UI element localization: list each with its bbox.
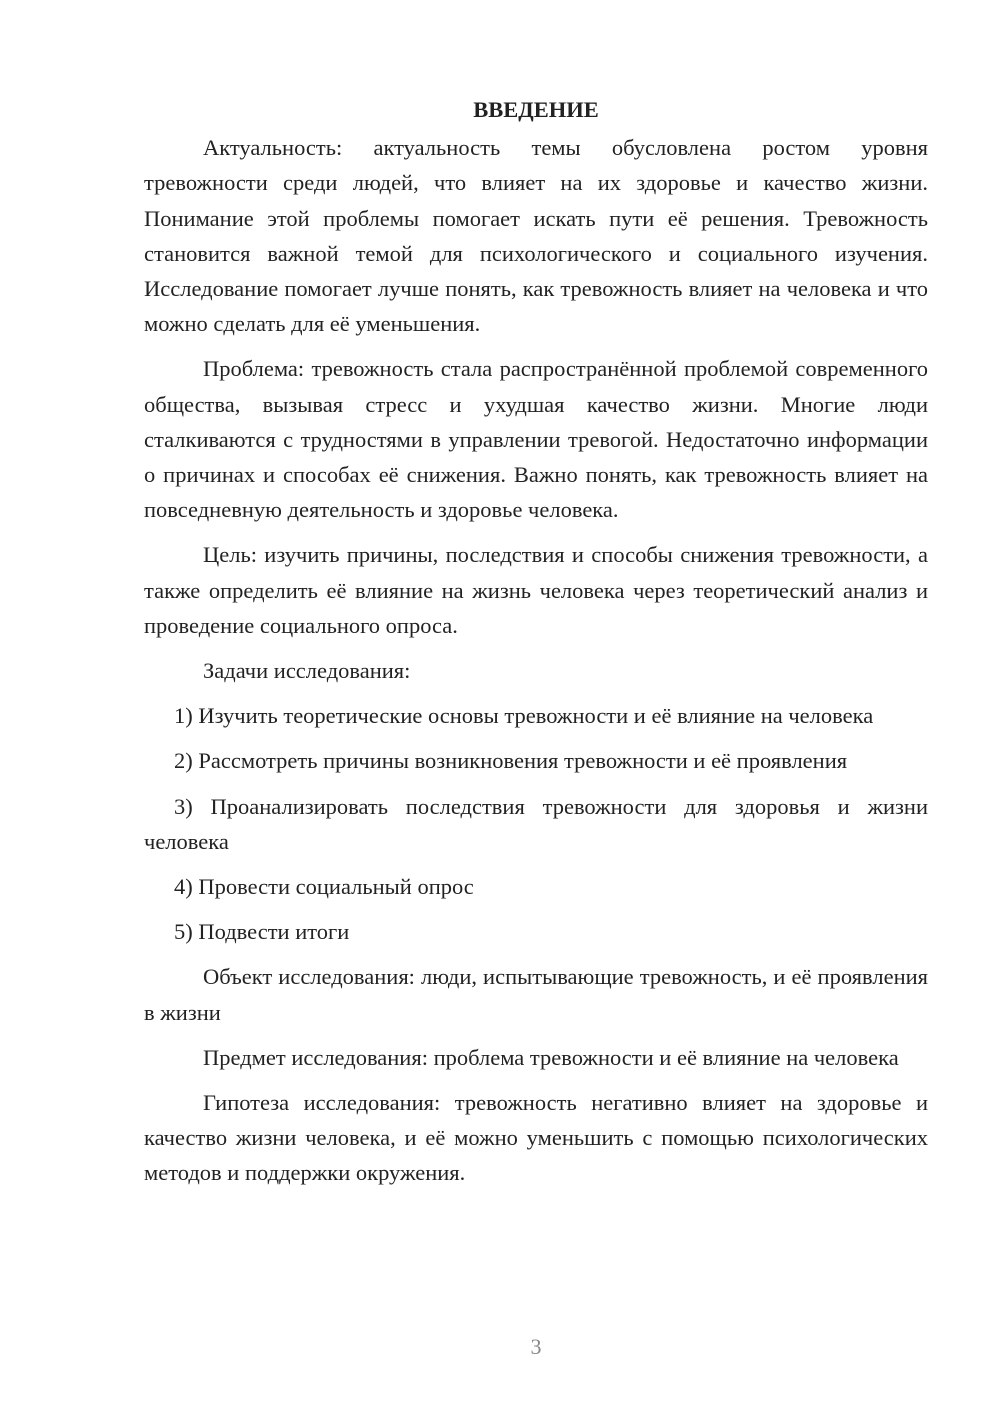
page-title: ВВЕДЕНИЕ bbox=[473, 97, 599, 122]
paragraph-hypothesis: Гипотеза исследования: тревожность негативно влияет на здоровье и качество жизни человека, и её можно уменьшить с помощью психологических методов и поддержки окружения. bbox=[144, 1090, 928, 1186]
task-item-2: 2) Рассмотреть причины возникновения тревожности и её проявления bbox=[174, 748, 848, 774]
paragraph-problem: Проблема: тревожность стала распространённой проблемой современного общества, вызывая стресс и ухудшая качество жизни. Многие люди сталкиваются с трудностями в управлении тревогой. Недостаточно информации о причинах и способах её снижения. Важно понять, как тревожность влияет на повседневную деятельность и здоровье человека. bbox=[144, 356, 928, 523]
task-item-5: 5) Подвести итоги bbox=[174, 919, 350, 945]
paragraph-subject: Предмет исследования: проблема тревожности и её влияние на человека bbox=[203, 1044, 899, 1070]
tasks-heading: Задачи исследования: bbox=[203, 658, 411, 684]
task-item-3: 3) Проанализировать последствия тревожности для здоровья и жизни человека bbox=[144, 793, 928, 854]
document-body bbox=[144, 92, 928, 1201]
page-number: 3 bbox=[530, 1334, 542, 1359]
paragraph-goal: Цель: изучить причины, последствия и способы снижения тревожности, а также определить её влияние на жизнь человека через теоретический анализ и проведение социального опроса. bbox=[144, 542, 928, 638]
paragraph-object: Объект исследования: люди, испытывающие тревожность, и её проявления в жизни bbox=[144, 964, 928, 1025]
paragraph-relevance: Актуальность: актуальность темы обусловлена ростом уровня тревожности среди людей, что влияет на их здоровье и качество жизни. Понимание этой проблемы помогает искать пути её решения. Тревожность становится важной темой для психологического и социального изучения. Исследование помогает лучше понять, как тревожность влияет на человека и что можно сделать для её уменьшения. bbox=[144, 135, 928, 337]
task-item-4: 4) Провести социальный опрос bbox=[174, 874, 474, 900]
task-item-1: 1) Изучить теоретические основы тревожности и её влияние на человека bbox=[174, 703, 874, 729]
